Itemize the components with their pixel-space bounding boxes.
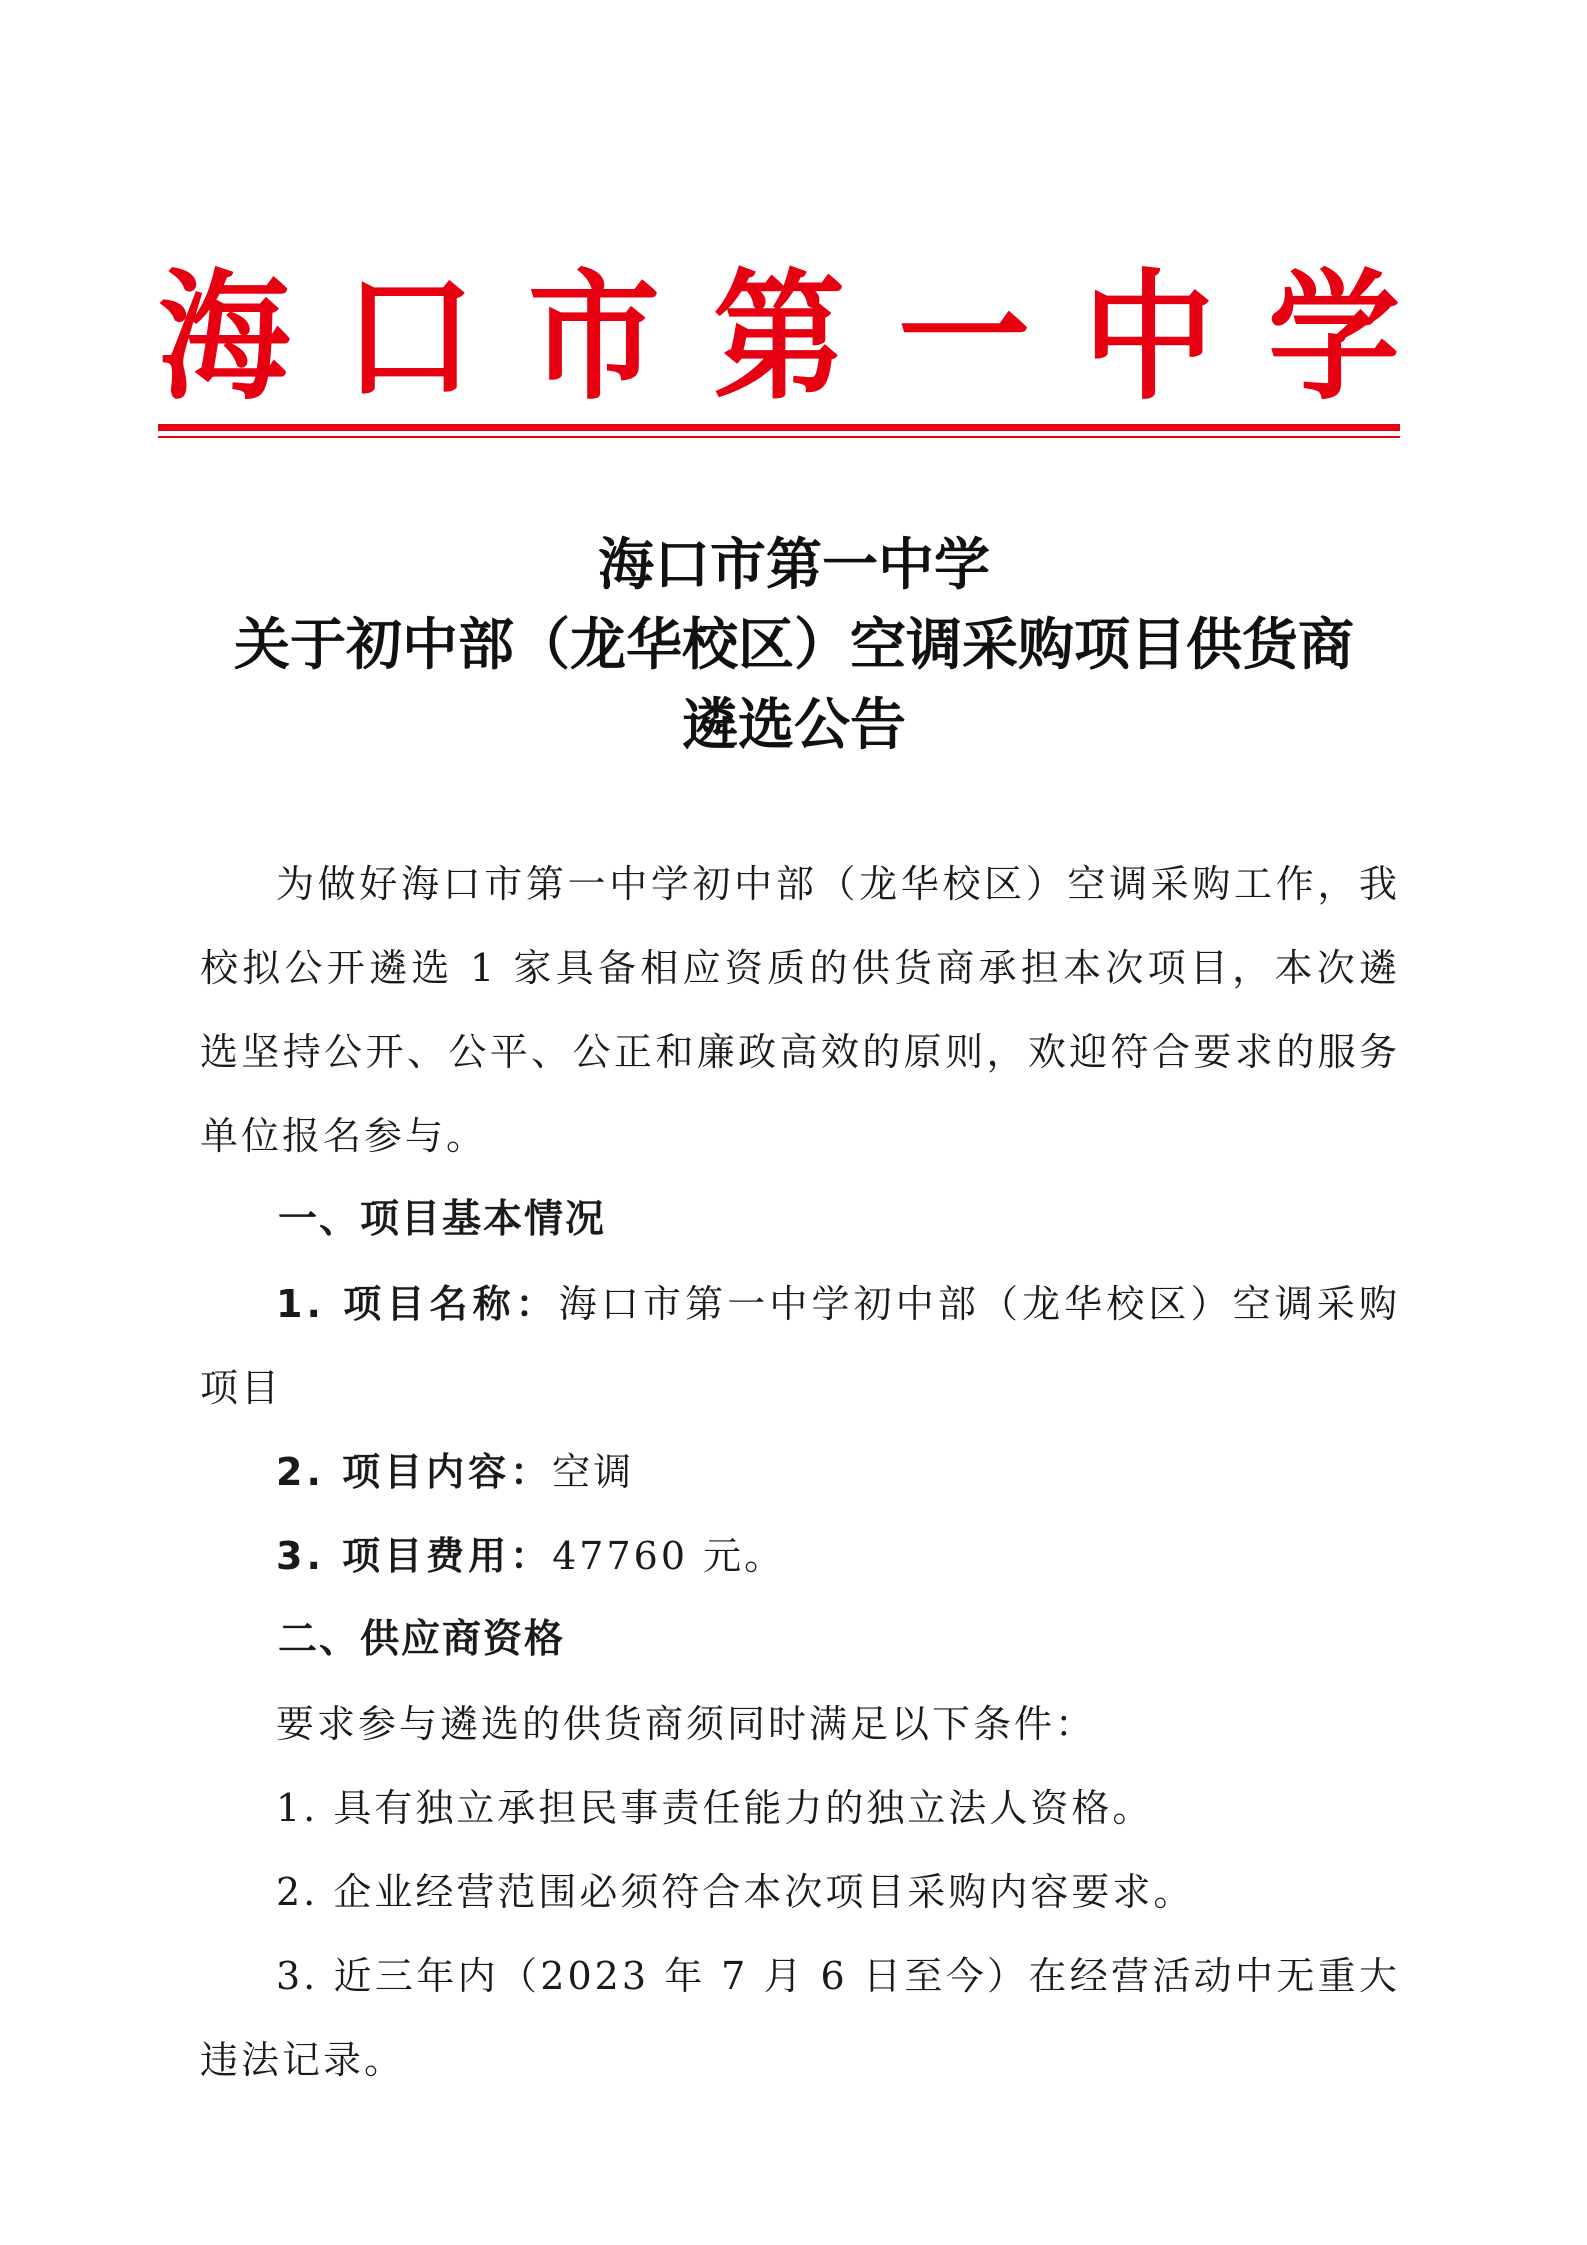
letterhead-char: 中 <box>1083 255 1215 420</box>
project-cost-item <box>200 1514 1400 1598</box>
project-name-item <box>200 1262 1400 1430</box>
title-line-2: 关于初中部（龙华校区）空调采购项目供货商 <box>234 612 1354 678</box>
title-line-1: 海口市第一中学 <box>598 532 990 598</box>
document-title <box>158 525 1430 765</box>
project-content-value: 空调 <box>552 1450 635 1494</box>
qualification-item: 3. 近三年内（2023 年 7 月 6 日至今）在经营活动中无重大违法记录。 <box>200 1954 1400 2082</box>
letterhead-char: 一 <box>898 255 1030 420</box>
letterhead-char: 口 <box>343 255 475 420</box>
section-heading-project-info: 一、项目基本情况 <box>278 1197 607 1242</box>
title-line-3: 遴选公告 <box>682 692 906 758</box>
document-body <box>200 842 1400 2102</box>
qualification-lead: 要求参与遴选的供货商须同时满足以下条件： <box>276 1702 1097 1746</box>
project-cost-label: 3. 项目费用： <box>276 1534 553 1578</box>
letterhead-divider-thin <box>158 436 1400 438</box>
letterhead-char: 海 <box>158 255 290 420</box>
project-cost-value: 47760 元。 <box>552 1534 786 1578</box>
project-content-item <box>200 1430 1400 1514</box>
qualification-item: 2. 企业经营范围必须符合本次项目采购内容要求。 <box>276 1870 1195 1914</box>
intro-paragraph: 为做好海口市第一中学初中部（龙华校区）空调采购工作，我校拟公开遴选 1 家具备相应资质的供货商承担本次项目，本次遴选坚持公开、公平、公正和廉政高效的原则，欢迎符合要求的服务单位报名参与。 <box>200 862 1400 1158</box>
project-name-label: 1. 项目名称： <box>276 1282 559 1326</box>
letterhead-divider-thick <box>158 424 1400 431</box>
project-name-value: 海口市第一中学初中部（龙华校区）空调采购项目 <box>200 1282 1400 1410</box>
letterhead-char: 学 <box>1268 255 1400 420</box>
project-content-label: 2. 项目内容： <box>276 1450 553 1494</box>
qualification-item: 1. 具有独立承担民事责任能力的独立法人资格。 <box>276 1786 1154 1830</box>
letterhead-char: 市 <box>528 255 660 420</box>
letterhead <box>158 255 1400 420</box>
letterhead-char: 第 <box>713 255 845 420</box>
section-heading-supplier-qualification: 二、供应商资格 <box>278 1617 566 1662</box>
